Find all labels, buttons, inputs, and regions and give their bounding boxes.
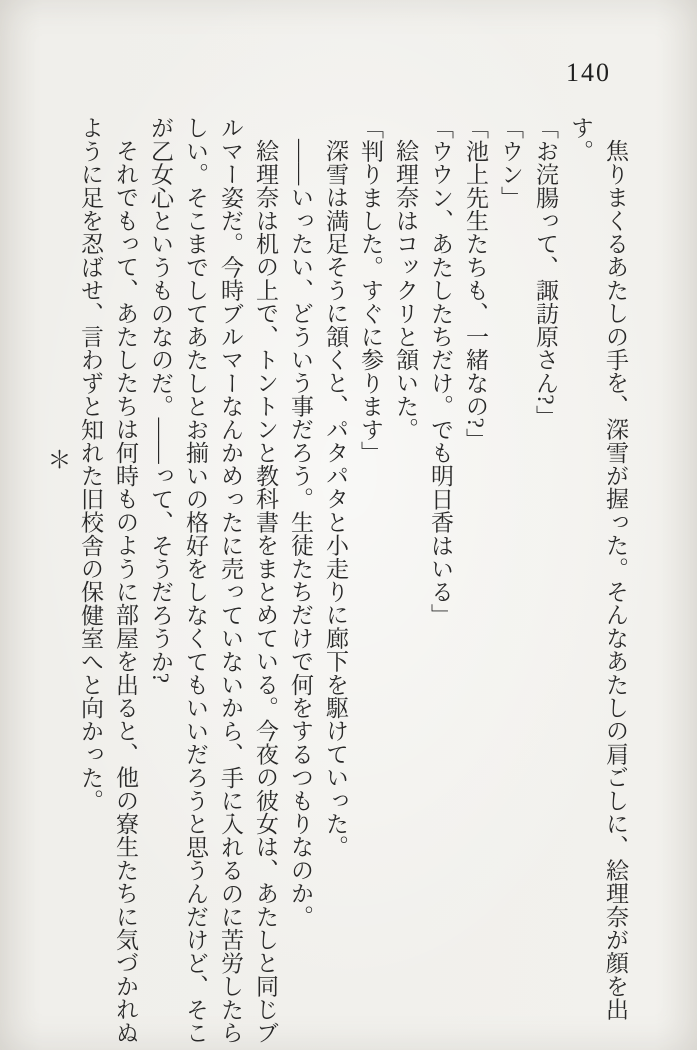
paragraph-narration: 焦りまくるあたしの手を、深雪が握った。そんなあたしの肩ごしに、絵理奈が顔を出す。 xyxy=(568,116,628,1021)
paragraph-narration: ――いったい、どういう事だろう。生徒たちだけで何をするつもりなのか。 xyxy=(288,139,313,928)
paragraph-dialogue: 「ウウン、あたしたちだけ。でも明日香はいる」 xyxy=(428,116,453,627)
paragraph-dialogue: 「池上先生たちも、一緒なの?」 xyxy=(463,116,488,452)
paragraph-dialogue: 「ウン」 xyxy=(498,116,523,209)
paragraph-dialogue: 「お浣腸って、諏訪原さん?」 xyxy=(533,116,558,429)
paragraph-narration: それでもって、あたしたちは何時ものように部屋を出ると、他の寮生たちに気づかれぬように足を忍ばせ、言わずと知れた旧校舎の保健室へと向かった。 xyxy=(78,116,138,1044)
section-break-asterisk: ＊ xyxy=(43,447,69,472)
paragraph-narration: 深雪は満足そうに頷くと、パタパタと小走りに廊下を駆けていった。 xyxy=(323,139,348,859)
paragraph-narration: 絵理奈はコックリと頷いた。 xyxy=(393,139,418,441)
page-number: 140 xyxy=(566,58,611,87)
paragraph-dialogue: 「判りました。すぐに参ります」 xyxy=(358,116,383,464)
paragraph-narration: 絵理奈は机の上で、トントンと教科書をまとめている。今夜の彼女は、あたしと同じブルマー姿だ。今時ブルマーなんかめったに売っていないから、手に入れるのに苦労したらしい。そこまでしてあたしとお揃いの格好をしなくてもいいだろうと思うんだけど、そこが乙女心というものなのだ。――って、そうだろうか? xyxy=(148,116,278,1044)
text-block xyxy=(43,116,633,1048)
